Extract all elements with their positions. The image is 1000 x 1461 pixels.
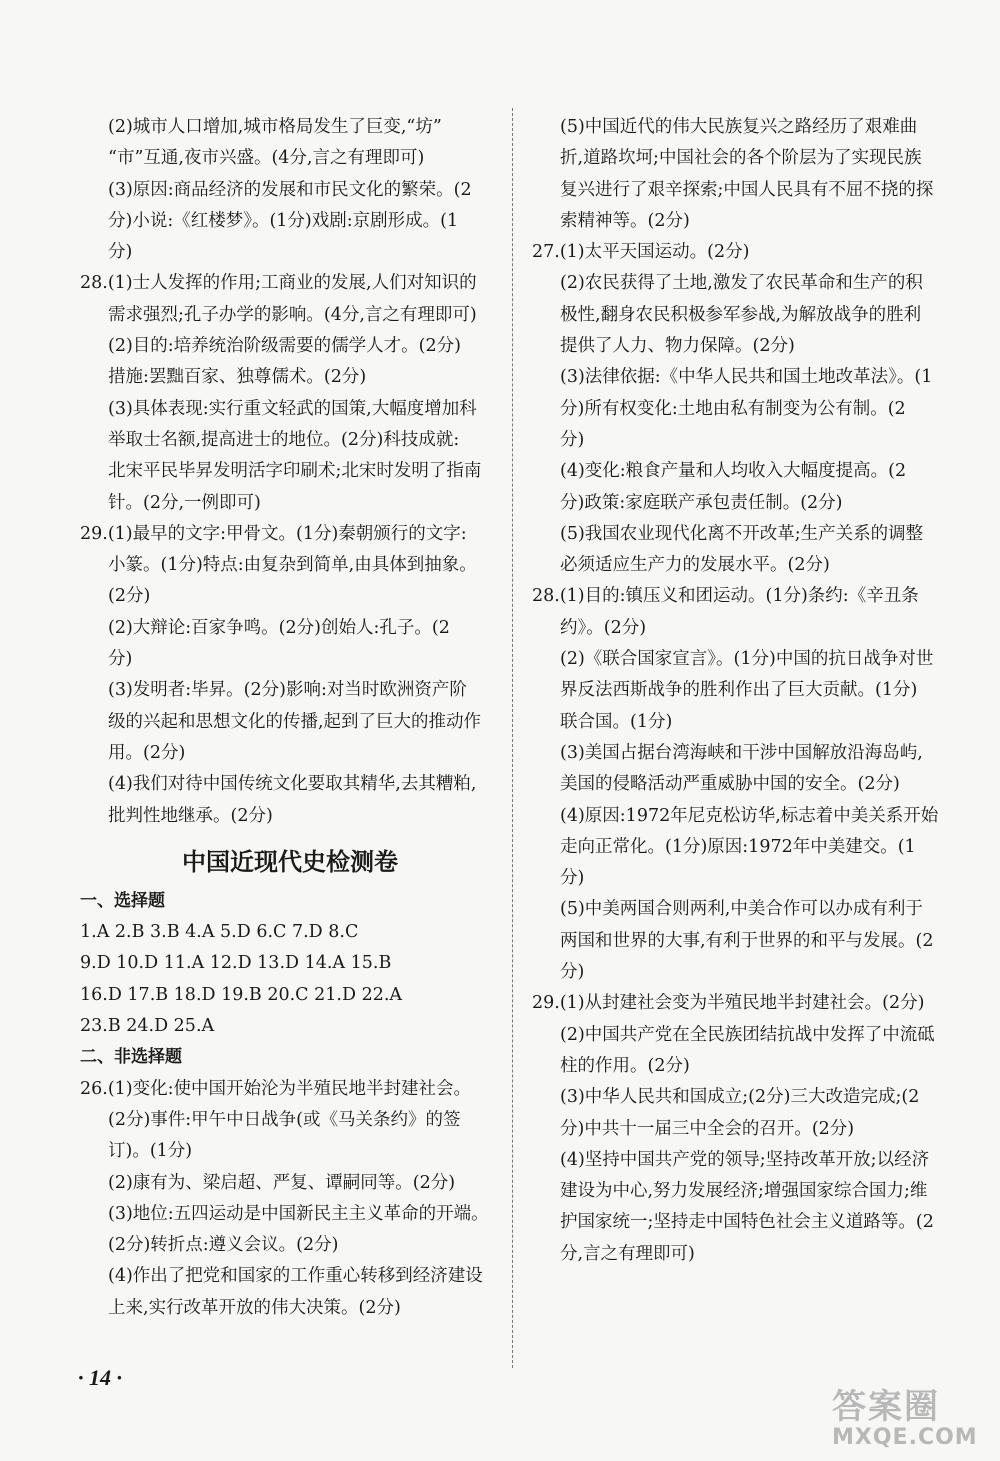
- answer-line: (2)中国共产党在全民族团结抗战中发挥了中流砥: [560, 1024, 935, 1045]
- column-divider: [512, 108, 513, 1368]
- answer-line: 护国家统一;坚持走中国特色社会主义道路等。(2: [560, 1212, 934, 1233]
- answer-line: 分)中共十一届三中全会的召开。(2分): [560, 1118, 855, 1139]
- part1-label: 一、选择题: [80, 890, 165, 911]
- left-answers-top: [80, 112, 500, 832]
- answer-line: 北宋平民毕昇发明活字印刷术;北宋时发明了指南: [108, 461, 482, 482]
- answer-line: (4)变化:粮食产量和人均收入大幅度提高。(2: [560, 461, 907, 482]
- answer-line: 23.B 24.D 25.A: [80, 1016, 215, 1037]
- answer-line: 分,言之有理即可): [560, 1243, 695, 1264]
- multiple-choice-answers: [80, 917, 500, 1042]
- right-answers: [532, 112, 950, 1270]
- answer-line: 29.(1)最早的文字:甲骨文。(1分)秦朝颁行的文字:: [80, 523, 467, 544]
- right-column: [532, 112, 950, 1270]
- answer-line: (2)农民获得了土地,激发了农民革命和生产的积: [560, 273, 923, 294]
- answer-line: 上来,实行改革开放的伟大决策。(2分): [108, 1297, 401, 1318]
- answer-line: 必须适应生产力的发展水平。(2分): [560, 555, 830, 576]
- answer-line: (3)具体表现:实行重文轻武的国策,大幅度增加科: [108, 398, 477, 419]
- answer-line: 联合国。(1分): [560, 711, 673, 732]
- answer-line: 美国的侵略活动严重威胁中国的安全。(2分): [560, 774, 900, 795]
- left-column: [80, 112, 500, 1324]
- answer-line: 28.(1)目的:镇压义和团运动。(1分)条约:《辛丑条: [532, 586, 919, 607]
- answer-line: (5)中美两国合则两利,中美合作可以办成有利于: [560, 899, 923, 920]
- answer-line: 界反法西斯战争的胜利作出了巨大贡献。(1分): [560, 680, 918, 701]
- part2-label: 二、非选择题: [80, 1047, 182, 1068]
- answer-line: 订)。(1分): [108, 1141, 193, 1162]
- answer-line: 分): [108, 649, 133, 670]
- answer-line: 需求强烈;孔子办学的影响。(4分,言之有理即可): [108, 304, 477, 325]
- watermark-logo: [832, 1388, 992, 1454]
- answer-line: 级的兴起和思想文化的传播,起到了巨大的推动作: [108, 711, 482, 732]
- answer-line: (2)大辩论:百家争鸣。(2分)创始人:孔子。(2: [108, 617, 450, 638]
- answer-line: “市”互通,夜市兴盛。(4分,言之有理即可): [108, 148, 425, 169]
- answer-line: 约》。(2分): [560, 617, 647, 638]
- answer-line: (3)地位:五四运动是中国新民主主义革命的开端。: [108, 1203, 489, 1224]
- answer-line: 针。(2分,一例即可): [108, 492, 261, 513]
- answer-line: (2分)转折点:遵义会议。(2分): [108, 1235, 339, 1256]
- answer-line: (3)中华人民共和国成立;(2分)三大改造完成;(2: [560, 1087, 920, 1108]
- answer-line: (2)康有为、梁启超、严复、谭嗣同等。(2分): [108, 1172, 456, 1193]
- answer-line: 分): [560, 429, 585, 450]
- answer-line: 分): [560, 868, 585, 889]
- answer-line: 1.A 2.B 3.B 4.A 5.D 6.C 7.D 8.C: [80, 922, 359, 943]
- answer-line: 29.(1)从封建社会变为半殖民地半封建社会。(2分): [532, 993, 925, 1014]
- answer-line: 26.(1)变化:使中国开始沦为半殖民地半封建社会。: [80, 1078, 472, 1099]
- answer-line: 分): [108, 242, 133, 263]
- section-title: 中国近现代史检测卷: [182, 847, 398, 876]
- answer-line: 批判性地继承。(2分): [108, 805, 273, 826]
- answer-line: (3)发明者:毕昇。(2分)影响:对当时欧洲资产阶: [108, 680, 467, 701]
- answer-line: (5)我国农业现代化离不开改革;生产关系的调整: [560, 523, 924, 544]
- answer-line: (3)原因:商品经济的发展和市民文化的繁荣。(2: [108, 179, 472, 200]
- answer-line: (4)原因:1972年尼克松访华,标志着中美关系开始: [560, 805, 939, 826]
- answer-line: 分)所有权变化:土地由私有制变为公有制。(2: [560, 398, 906, 419]
- answer-line: (4)坚持中国共产党的领导;坚持改革开放;以经济: [560, 1149, 930, 1170]
- answer-line: 小篆。(1分)特点:由复杂到简单,由具体到抽象。: [108, 555, 477, 576]
- answer-line: 28.(1)士人发挥的作用;工商业的发展,人们对知识的: [80, 273, 477, 294]
- answer-line: (2)目的:培养统治阶级需要的儒学人才。(2分): [108, 336, 461, 357]
- answer-line: (3)美国占据台湾海峡和干涉中国解放沿海岛屿,: [560, 742, 923, 763]
- answer-line: 16.D 17.B 18.D 19.B 20.C 21.D 22.A: [80, 984, 403, 1005]
- answer-line: 27.(1)太平天国运动。(2分): [532, 242, 750, 263]
- answer-line: 用。(2分): [108, 742, 186, 763]
- watermark-url: MXQE.COM: [832, 1425, 978, 1450]
- answer-line: 折,道路坎坷;中国社会的各个阶层为了实现民族: [560, 148, 922, 169]
- answer-line: (4)我们对待中国传统文化要取其精华,去其糟粕,: [108, 774, 477, 795]
- watermark-logo-text: 答案圈: [832, 1387, 940, 1427]
- answer-line: (4)作出了把党和国家的工作重心转移到经济建设: [108, 1266, 483, 1287]
- answer-line: 复兴进行了艰辛探索;中国人民具有不屈不挠的探: [560, 179, 934, 200]
- left-answers-bottom: [80, 1074, 500, 1324]
- answer-line: (2)城市人口增加,城市格局发生了巨变,“坊”: [108, 117, 442, 137]
- answer-line: 提供了人力、物力保障。(2分): [560, 336, 795, 357]
- answer-line: 走向正常化。(1分)原因:1972年中美建交。(1: [560, 836, 916, 857]
- answer-line: (2分): [108, 586, 151, 607]
- answer-line: (2分)事件:甲午中日战争(或《马关条约》的签: [108, 1109, 461, 1130]
- answer-line: 建设为中心,努力发展经济;增强国家综合国力;维: [560, 1181, 928, 1202]
- answer-line: 9.D 10.D 11.A 12.D 13.D 14.A 15.B: [80, 953, 392, 974]
- answer-line: 索精神等。(2分): [560, 210, 690, 231]
- answer-line: 两国和世界的大事,有利于世界的和平与发展。(2: [560, 930, 934, 951]
- answer-line: 分)政策:家庭联产承包责任制。(2分): [560, 492, 843, 513]
- answer-line: 措施:罢黜百家、独尊儒术。(2分): [108, 367, 367, 388]
- page-number: · 14 ·: [78, 1365, 122, 1390]
- answer-line: 举取士名额,提高进士的地位。(2分)科技成就:: [108, 429, 460, 450]
- answer-line: 极性,翻身农民积极参军参战,为解放战争的胜利: [560, 304, 922, 325]
- answer-line: 分)小说:《红楼梦》。(1分)戏剧:京剧形成。(1: [108, 210, 459, 231]
- answer-line: 柱的作用。(2分): [560, 1055, 690, 1076]
- answer-line: 分): [560, 962, 585, 983]
- answer-line: (3)法律依据:《中华人民共和国土地改革法》。(1: [560, 367, 933, 388]
- answer-line: (5)中国近代的伟大民族复兴之路经历了艰难曲: [560, 117, 918, 137]
- answer-line: (2)《联合国家宣言》。(1分)中国的抗日战争对世: [560, 649, 934, 670]
